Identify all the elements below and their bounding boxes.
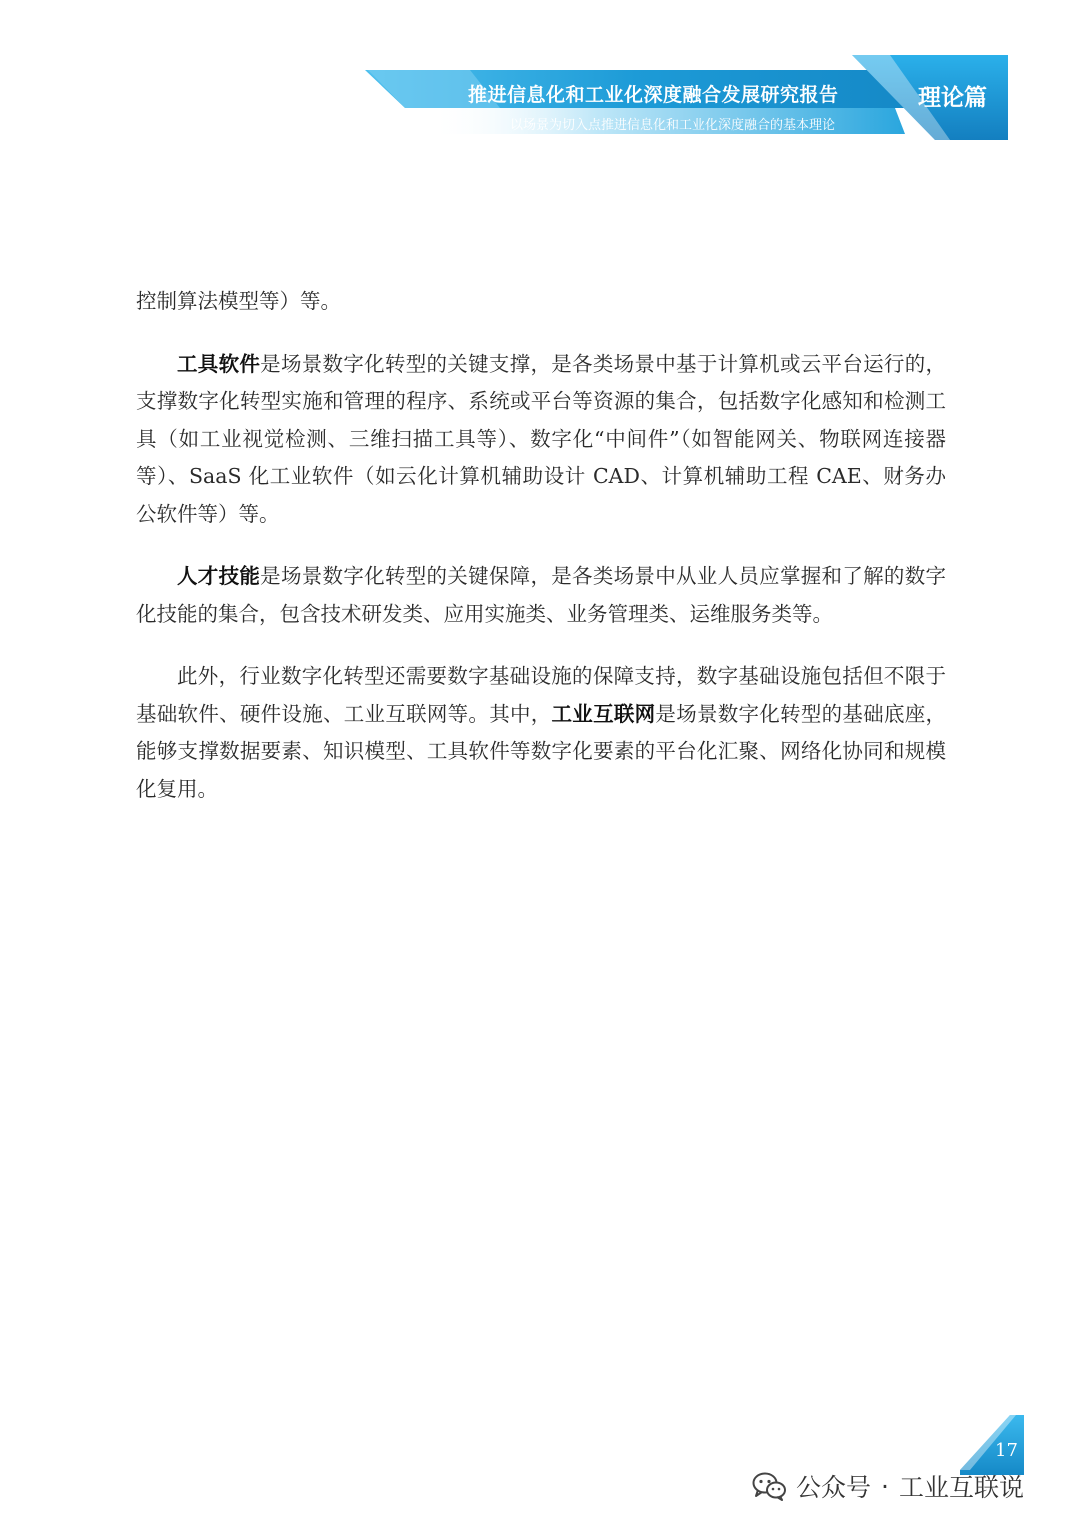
term-talent-skills: 人才技能 (177, 564, 261, 588)
paragraph-tool-software: 工具软件是场景数字化转型的关键支撑，是各类场景中基于计算机或云平台运行的，支撑数字化转型实施和管理的程序、系统或平台等资源的集合，包括数字化感知和检测工具（如工业视觉检测、三维扫描工具等）、数字化“中间件”（如智能网关、物联网连接器等）、SaaS 化工业软件（如云化计算机辅助设计 CAD、计算机辅助工程 CAE、财务办公软件等）等。 (136, 351, 947, 526)
watermark-name: 工业互联说 (898, 1473, 1024, 1502)
watermark-prefix: 公众号 (796, 1473, 872, 1502)
page-number: 17 (995, 1440, 1018, 1461)
header-section-label: 理论篇 (918, 85, 987, 111)
wechat-icon (752, 1471, 786, 1501)
paragraph-infrastructure: 此外，行业数字化转型还需要数字基础设施的保障支持，数字基础设施包括但不限于基础软件、硬件设施、工业互联网等。其中，工业互联网是场景数字化转型的基础底座，能够支撑数据要素、知识模型、工具软件等数字化要素的平台化汇聚、网络化协同和规模化复用。 (136, 664, 947, 801)
term-tool-software: 工具软件 (177, 351, 261, 376)
term-industrial-internet: 工业互联网 (551, 701, 656, 726)
watermark (752, 1466, 1024, 1506)
page-header (0, 0, 1080, 150)
header-subtitle: 以场景为切入点推进信息化和工业化深度融合的基本理论 (510, 118, 836, 133)
body-text (136, 283, 946, 808)
paragraph-1: 控制算法模型等）等。 (136, 289, 341, 313)
paragraph-talent-skills: 人才技能是场景数字化转型的关键保障，是各类场景中从业人员应掌握和了解的数字化技能的集合，包含技术研发类、应用实施类、业务管理类、运维服务类等。 (136, 564, 947, 626)
header-title: 推进信息化和工业化深度融合发展研究报告 (468, 84, 839, 106)
watermark-separator: · (881, 1471, 889, 1501)
